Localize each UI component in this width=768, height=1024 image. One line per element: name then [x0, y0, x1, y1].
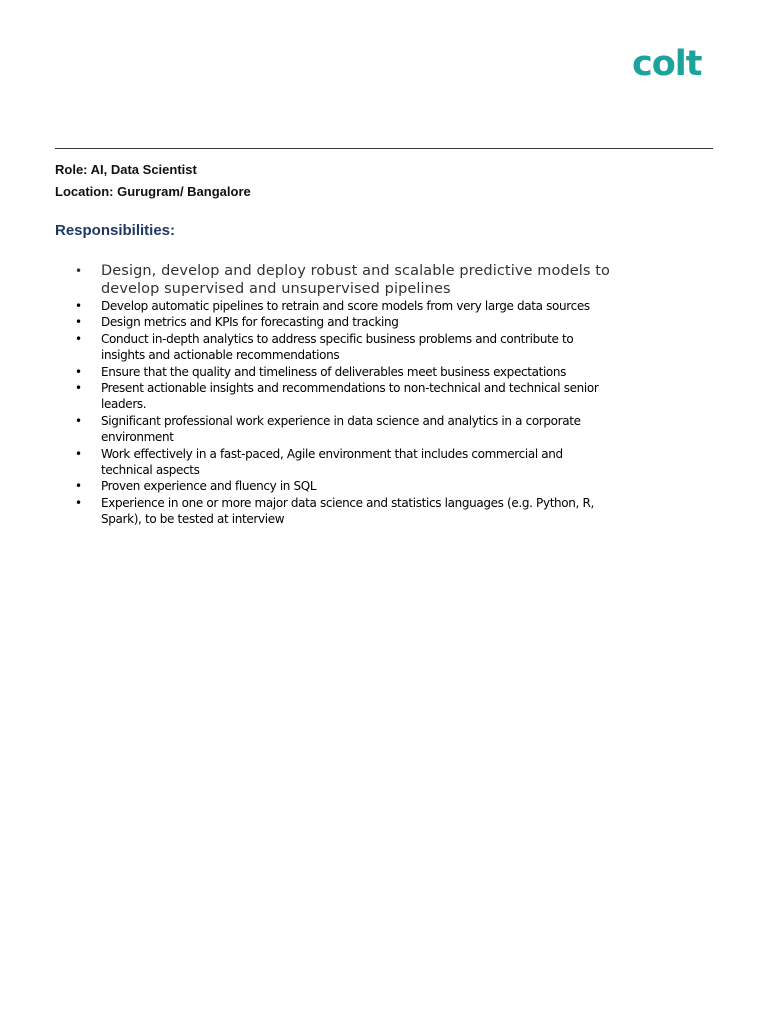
job-location: Location: Gurugram/ Bangalore — [55, 184, 251, 199]
job-role: Role: AI, Data Scientist — [55, 162, 197, 177]
responsibilities-heading: Responsibilities: — [55, 222, 176, 239]
list-item: • Design metrics and KPIs for forecasting and tracking — [55, 314, 615, 330]
responsibilities-list — [55, 263, 615, 528]
list-item: • Proven experience and fluency in SQL — [55, 478, 615, 494]
list-item: • Develop automatic pipelines to retrain and score models from very large data sources — [55, 298, 615, 314]
list-item: • Experience in one or more major data science and statistics languages (e.g. Python, R, Spark), to be tested at interview — [55, 495, 615, 528]
list-item: • Design, develop and deploy robust and scalable predictive models to develop supervised and unsupervised pipelines — [55, 263, 615, 298]
colt-logo: colt — [632, 44, 702, 84]
list-item: • Significant professional work experience in data science and analytics in a corporate environment — [55, 413, 615, 446]
header-divider — [55, 148, 713, 149]
list-item: • Ensure that the quality and timeliness of deliverables meet business expectations — [55, 364, 615, 380]
list-item: • Present actionable insights and recommendations to non-technical and technical senior leaders. — [55, 380, 615, 413]
list-item: • Work effectively in a fast-paced, Agile environment that includes commercial and technical aspects — [55, 446, 615, 479]
list-item: • Conduct in-depth analytics to address specific business problems and contribute to insights and actionable recommendations — [55, 331, 615, 364]
